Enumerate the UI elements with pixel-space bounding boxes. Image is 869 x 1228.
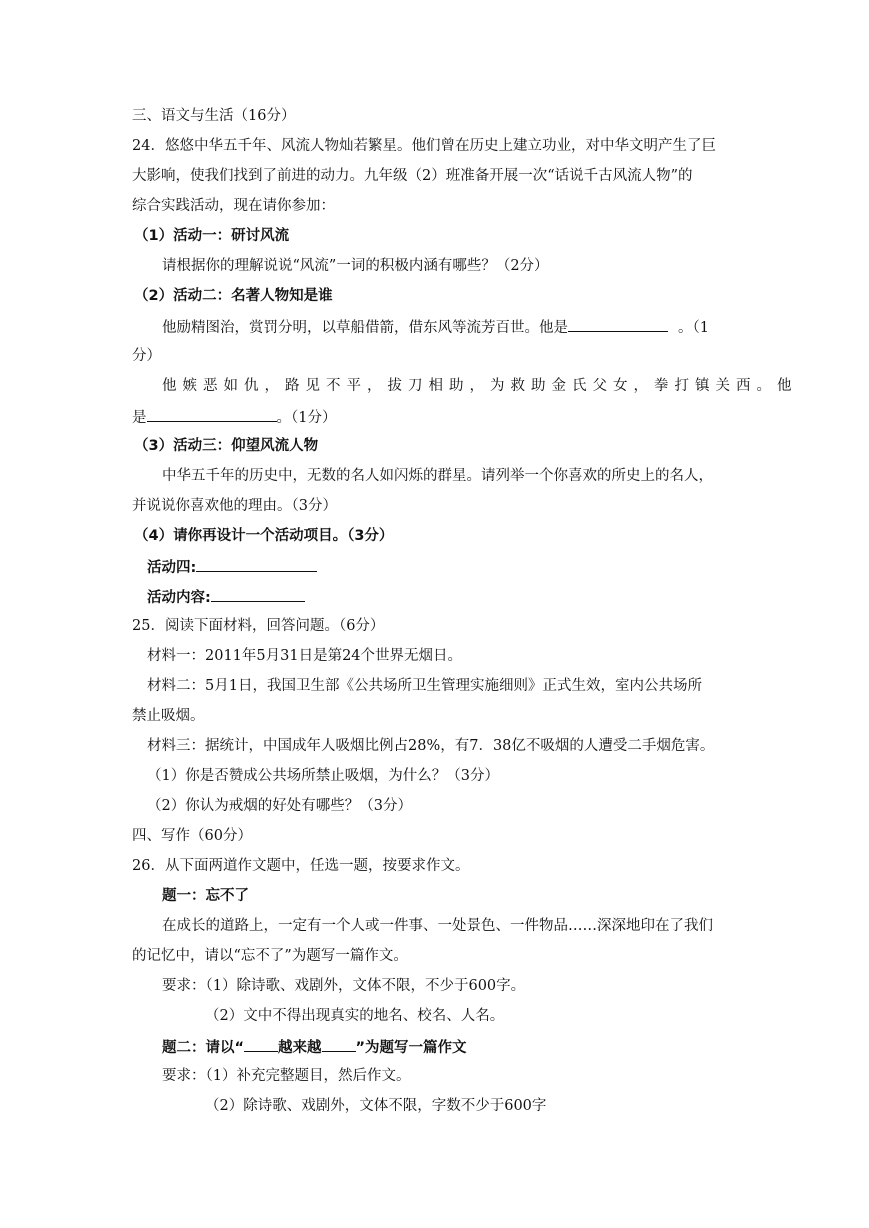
answer-blank[interactable] (196, 556, 317, 572)
activity-2-question-1-text: 他励精图治，赏罚分明，以草船借箭，借东风等流芳百世。他是 (162, 320, 568, 336)
activity-2-question-2-prefix: 是 (132, 410, 147, 426)
answer-blank[interactable] (568, 316, 668, 332)
q25-subquestion-2: （2）你认为戒烟的好处有哪些？（3分） (147, 798, 412, 814)
section-3-title: 三、语文与生活（16分） (132, 108, 296, 124)
answer-blank[interactable] (147, 406, 277, 422)
essay-topic-2-title (162, 1036, 467, 1058)
essay-topic-2-req-2: （2）除诗歌、戏剧外，文体不限，字数不少于600字 (205, 1098, 547, 1114)
activity-3-question-1: 中华五千年的历史中，无数的名人如闪烁的群星。请列举一个你喜欢的所史上的名人， (162, 468, 713, 484)
activity-4-title: （4）请你再设计一个活动项目。（3分） (134, 528, 394, 544)
essay-topic-1-req-1: 要求：（1）除诗歌、戏剧外，文体不限，不少于600字。 (162, 978, 526, 994)
essay-topic-2-title-c: ”为题写一篇作文 (355, 1040, 467, 1056)
essay-topic-1-desc-2: 的记忆中，请以“忘不了”为题写一篇作文。 (132, 948, 408, 964)
activity-2-question-1 (162, 316, 709, 338)
activity-4-content-label: 活动内容: (147, 590, 211, 606)
q25-material-3: 材料三：据统计，中国成年人吸烟比例占28%，有7．38亿不吸烟的人遭受二手烟危害。 (147, 738, 715, 754)
activity-4-content (147, 586, 305, 608)
activity-2-question-2-cont (132, 406, 336, 428)
activity-3-title: （3）活动三：仰望风流人物 (134, 438, 319, 454)
answer-blank[interactable] (211, 586, 305, 602)
essay-topic-1-desc-1: 在成长的道路上，一定有一个人或一件事、一处景色、一件物品……深深地印在了我们 (162, 918, 713, 934)
activity-1-title: （1）活动一：研讨风流 (134, 228, 290, 244)
title-blank[interactable] (322, 1036, 356, 1052)
q25-material-2: 材料二：5月1日，我国卫生部《公共场所卫生管理实施细则》正式生效，室内公共场所 (147, 678, 702, 694)
q25-material-2-cont: 禁止吸烟。 (132, 708, 205, 724)
essay-topic-2-title-a: 题二：请以“ (162, 1040, 245, 1056)
activity-1-question: 请根据你的理解说说“风流”一词的积极内涵有哪些？（2分） (162, 258, 549, 274)
activity-3-question-2: 并说说你喜欢他的理由。（3分） (132, 498, 337, 514)
activity-4-name-label: 活动四: (147, 560, 197, 576)
q25-material-1: 材料一：2011年5月31日是第24个世界无烟日。 (147, 648, 463, 664)
q24-line-3: 综合实践活动，现在请你参加： (132, 198, 335, 214)
q25-subquestion-1: （1）你是否赞成公共场所禁止吸烟，为什么？（3分） (147, 768, 499, 784)
activity-2-question-2: 他嫉恶如仇，路见不平，拔刀相助，为救助金氏父女，拳打镇关西。他 (162, 378, 798, 394)
activity-2-question-1-cont: 分） (132, 348, 161, 364)
activity-2-question-2-tail: 。（1分） (276, 410, 337, 426)
title-blank[interactable] (244, 1036, 278, 1052)
essay-topic-1-title: 题一：忘不了 (162, 888, 249, 904)
activity-4-name (147, 556, 317, 578)
essay-topic-2-title-b: 越来越 (278, 1040, 322, 1056)
q24-line-2: 大影响，使我们找到了前进的动力。九年级（2）班准备开展一次“话说千古风流人物”的 (132, 168, 693, 184)
section-4-title: 四、写作（60分） (132, 828, 252, 844)
q26-title: 26．从下面两道作文题中，任选一题，按要求作文。 (132, 858, 470, 874)
essay-topic-1-req-2: （2）文中不得出现真实的地名、校名、人名。 (205, 1008, 505, 1024)
q25-title: 25．阅读下面材料，回答问题。（6分） (132, 618, 385, 634)
essay-topic-2-req-1: 要求：（1）补充完整题目，然后作文。 (162, 1068, 411, 1084)
q24-line-1: 24．悠悠中华五千年、风流人物灿若繁星。他们曾在历史上建立功业，对中华文明产生了巨 (132, 138, 716, 154)
activity-2-question-1-tail: 。（1 (678, 320, 709, 336)
activity-2-title: （2）活动二：名著人物知是谁 (134, 288, 333, 304)
